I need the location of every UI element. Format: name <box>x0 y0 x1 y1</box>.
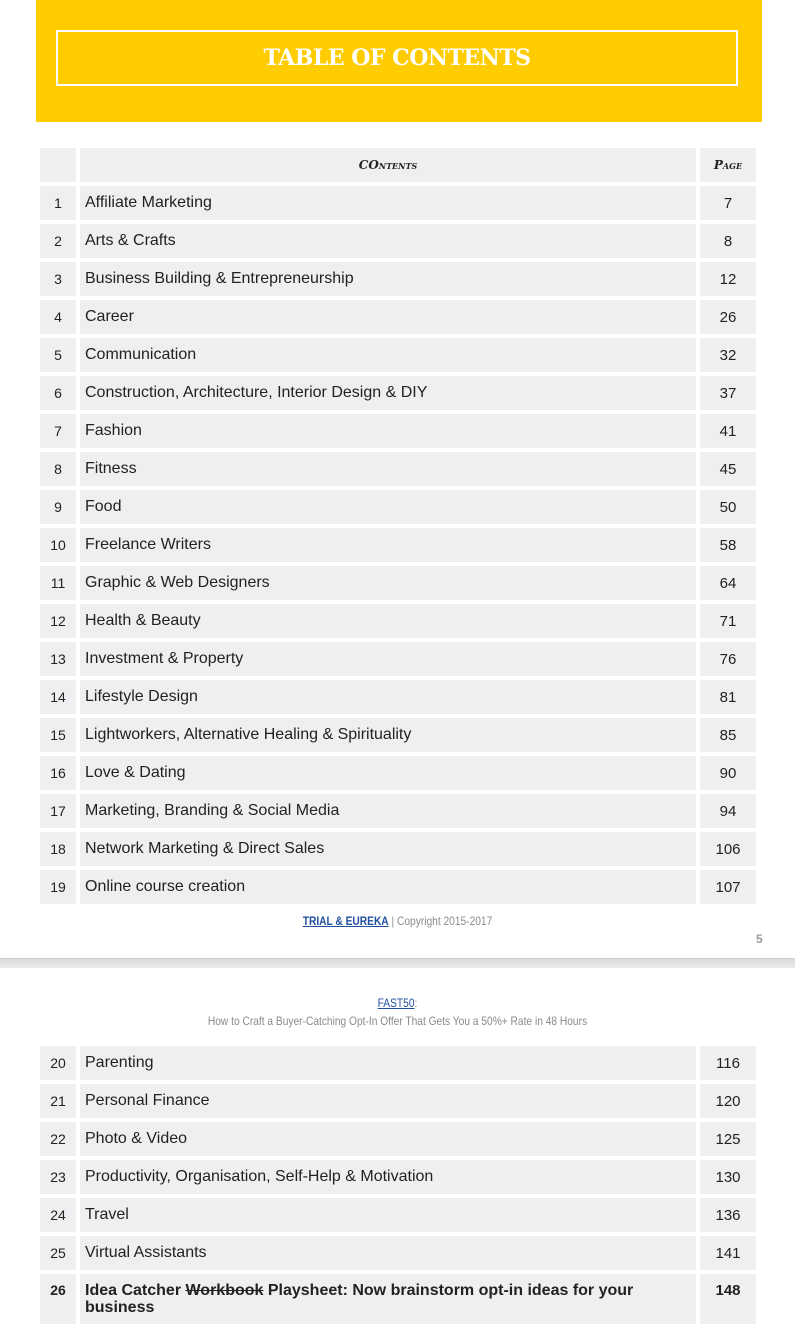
row-title: Online course creation <box>80 870 696 904</box>
row-page: 81 <box>700 680 756 714</box>
row-number: 15 <box>40 718 76 752</box>
row-title: Arts & Crafts <box>80 224 696 258</box>
fast50-heading <box>60 996 736 1010</box>
table-row[interactable] <box>40 186 756 220</box>
header-contents: COntents <box>80 148 696 182</box>
toc-list-page-5 <box>40 186 756 908</box>
row-number: 23 <box>40 1160 76 1194</box>
row-title: Food <box>80 490 696 524</box>
row-number: 20 <box>40 1046 76 1080</box>
table-row[interactable] <box>40 832 756 866</box>
row-title <box>80 1274 696 1324</box>
row-page: 37 <box>700 376 756 410</box>
row-number: 11 <box>40 566 76 600</box>
table-row[interactable] <box>40 642 756 676</box>
row-page: 90 <box>700 756 756 790</box>
fast50-link[interactable]: FAST50 <box>377 996 415 1010</box>
table-row[interactable] <box>40 376 756 410</box>
row-title: Communication <box>80 338 696 372</box>
table-row[interactable] <box>40 794 756 828</box>
row-number: 24 <box>40 1198 76 1232</box>
row-title: Love & Dating <box>80 756 696 790</box>
table-row[interactable] <box>40 1236 756 1270</box>
row-title: Fitness <box>80 452 696 486</box>
footer <box>60 914 736 928</box>
row-page: 106 <box>700 832 756 866</box>
table-row[interactable] <box>40 870 756 904</box>
row-title: Freelance Writers <box>80 528 696 562</box>
row-number: 3 <box>40 262 76 296</box>
fast50-subtitle: How to Craft a Buyer-Catching Opt-In Offer That Gets You a 50%+ Rate in 48 Hours <box>207 1014 588 1028</box>
table-row[interactable] <box>40 300 756 334</box>
row-number: 1 <box>40 186 76 220</box>
table-row[interactable] <box>40 604 756 638</box>
row-number: 10 <box>40 528 76 562</box>
table-row[interactable] <box>40 1198 756 1232</box>
row-page: 76 <box>700 642 756 676</box>
row-number: 21 <box>40 1084 76 1118</box>
table-row[interactable] <box>40 1160 756 1194</box>
row-title: Personal Finance <box>80 1084 696 1118</box>
table-row[interactable] <box>40 338 756 372</box>
row-page: 107 <box>700 870 756 904</box>
row-number: 14 <box>40 680 76 714</box>
row-title: Marketing, Branding & Social Media <box>80 794 696 828</box>
row-number: 22 <box>40 1122 76 1156</box>
row-title: Productivity, Organisation, Self-Help & Motivation <box>80 1160 696 1194</box>
row-page: 71 <box>700 604 756 638</box>
row-page: 8 <box>700 224 756 258</box>
table-row[interactable] <box>40 414 756 448</box>
table-header <box>40 148 756 182</box>
row-page: 26 <box>700 300 756 334</box>
row-number: 13 <box>40 642 76 676</box>
table-row[interactable] <box>40 528 756 562</box>
row-page: 12 <box>700 262 756 296</box>
row-page: 45 <box>700 452 756 486</box>
row-page: 116 <box>700 1046 756 1080</box>
row-title: Travel <box>80 1198 696 1232</box>
trial-eureka-link[interactable]: TRIAL & EUREKA <box>302 914 389 928</box>
table-row[interactable] <box>40 1122 756 1156</box>
header-number-cell <box>40 148 76 182</box>
row-page: 41 <box>700 414 756 448</box>
row-page: 120 <box>700 1084 756 1118</box>
table-row[interactable] <box>40 680 756 714</box>
row-number: 16 <box>40 756 76 790</box>
row-page: 58 <box>700 528 756 562</box>
row-page: 64 <box>700 566 756 600</box>
title-box <box>56 30 738 86</box>
row-number: 9 <box>40 490 76 524</box>
row-number: 5 <box>40 338 76 372</box>
row-title: Parenting <box>80 1046 696 1080</box>
row-page: 125 <box>700 1122 756 1156</box>
row-title: Career <box>80 300 696 334</box>
row-title-suffix: Playsheet: Now brainstorm opt-in ideas for your business <box>85 1282 634 1316</box>
row-page: 141 <box>700 1236 756 1270</box>
table-row[interactable] <box>40 1084 756 1118</box>
row-title-struck: Workbook <box>185 1282 264 1299</box>
row-title: Lifestyle Design <box>80 680 696 714</box>
row-page: 7 <box>700 186 756 220</box>
row-number: 2 <box>40 224 76 258</box>
page-6 <box>0 968 795 1338</box>
header-page: Page <box>700 148 756 182</box>
table-row[interactable] <box>40 262 756 296</box>
row-title: Lightworkers, Alternative Healing & Spirituality <box>80 718 696 752</box>
title-banner <box>36 0 762 122</box>
table-row[interactable] <box>40 490 756 524</box>
row-number: 4 <box>40 300 76 334</box>
page-number: 5 <box>756 932 763 946</box>
row-number: 8 <box>40 452 76 486</box>
table-row[interactable] <box>40 1274 756 1324</box>
row-title-prefix: Idea Catcher <box>85 1282 186 1299</box>
row-number: 19 <box>40 870 76 904</box>
toc-list-page-6 <box>40 1046 756 1328</box>
table-row[interactable] <box>40 756 756 790</box>
row-title: Fashion <box>80 414 696 448</box>
table-row[interactable] <box>40 452 756 486</box>
page-title: TABLE OF CONTENTS <box>263 45 531 71</box>
row-number: 18 <box>40 832 76 866</box>
row-page: 130 <box>700 1160 756 1194</box>
row-title: Investment & Property <box>80 642 696 676</box>
row-title: Construction, Architecture, Interior Design & DIY <box>80 376 696 410</box>
row-title: Network Marketing & Direct Sales <box>80 832 696 866</box>
row-title: Health & Beauty <box>80 604 696 638</box>
table-row[interactable] <box>40 566 756 600</box>
row-number: 7 <box>40 414 76 448</box>
row-title: Photo & Video <box>80 1122 696 1156</box>
row-title: Graphic & Web Designers <box>80 566 696 600</box>
row-page: 136 <box>700 1198 756 1232</box>
copyright-text: | Copyright 2015-2017 <box>391 914 493 928</box>
row-page: 148 <box>700 1274 756 1324</box>
row-page: 85 <box>700 718 756 752</box>
fast50-colon: : <box>414 996 418 1010</box>
row-number: 17 <box>40 794 76 828</box>
table-row[interactable] <box>40 1046 756 1080</box>
row-number: 12 <box>40 604 76 638</box>
table-row[interactable] <box>40 718 756 752</box>
row-title: Virtual Assistants <box>80 1236 696 1270</box>
table-row[interactable] <box>40 224 756 258</box>
row-page: 32 <box>700 338 756 372</box>
row-page: 94 <box>700 794 756 828</box>
row-title: Affiliate Marketing <box>80 186 696 220</box>
row-title: Business Building & Entrepreneurship <box>80 262 696 296</box>
row-number: 26 <box>40 1274 76 1324</box>
row-number: 6 <box>40 376 76 410</box>
row-number: 25 <box>40 1236 76 1270</box>
row-page: 50 <box>700 490 756 524</box>
